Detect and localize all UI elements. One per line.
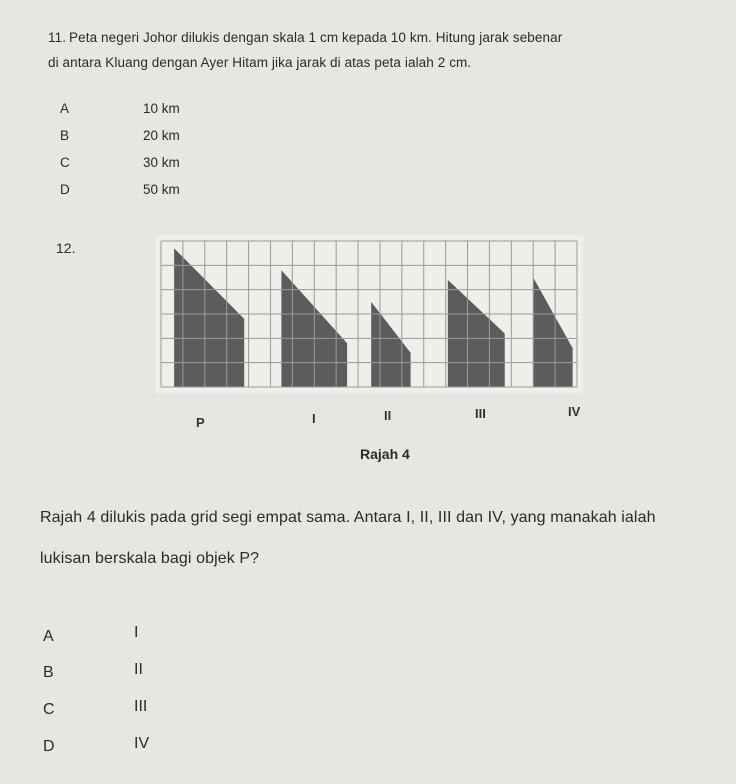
shape-label-iv: IV	[568, 404, 581, 419]
shape-label-iii: III	[475, 406, 486, 421]
q11-option-b-value: 20 km	[143, 128, 180, 143]
question-11-text-line2: di antara Kluang dengan Ayer Hitam jika jarak di atas peta ialah 2 cm.	[48, 55, 472, 70]
shape-label-p: P	[196, 415, 205, 430]
shape-label-ii: II	[384, 408, 392, 423]
q12-option-a-letter: A	[43, 628, 54, 645]
q12-option-a-value: I	[134, 624, 139, 641]
question-11-text-line1: Peta negeri Johor dilukis dengan skala 1 cm kepada 10 km. Hitung jarak sebenar	[69, 30, 563, 45]
q11-option-c-letter: C	[60, 155, 70, 170]
shape-label-i: I	[312, 411, 316, 426]
q11-option-a-letter: A	[60, 101, 70, 116]
rajah-4-grid-figure	[155, 235, 583, 393]
q12-option-c-value: III	[134, 698, 148, 715]
question-11-number: 11.	[48, 30, 67, 45]
q12-option-d-value: IV	[134, 735, 150, 752]
q11-option-d-value: 50 km	[143, 182, 180, 197]
q11-option-c-value: 30 km	[143, 155, 180, 170]
q12-option-b-value: II	[134, 661, 143, 678]
q11-option-d-letter: D	[60, 182, 70, 197]
q12-option-d-letter: D	[43, 738, 55, 755]
q12-option-b-letter: B	[43, 664, 54, 681]
question-12-number: 12.	[56, 240, 76, 256]
q11-option-a-value: 10 km	[143, 101, 180, 116]
q11-option-b-letter: B	[60, 128, 70, 143]
question-12-text-line1: Rajah 4 dilukis pada grid segi empat sama. Antara I, II, III dan IV, yang manakah ialah	[40, 509, 656, 526]
figure-caption: Rajah 4	[360, 446, 410, 462]
q12-option-c-letter: C	[43, 701, 55, 718]
question-12-text-line2: lukisan berskala bagi objek P?	[40, 550, 260, 567]
